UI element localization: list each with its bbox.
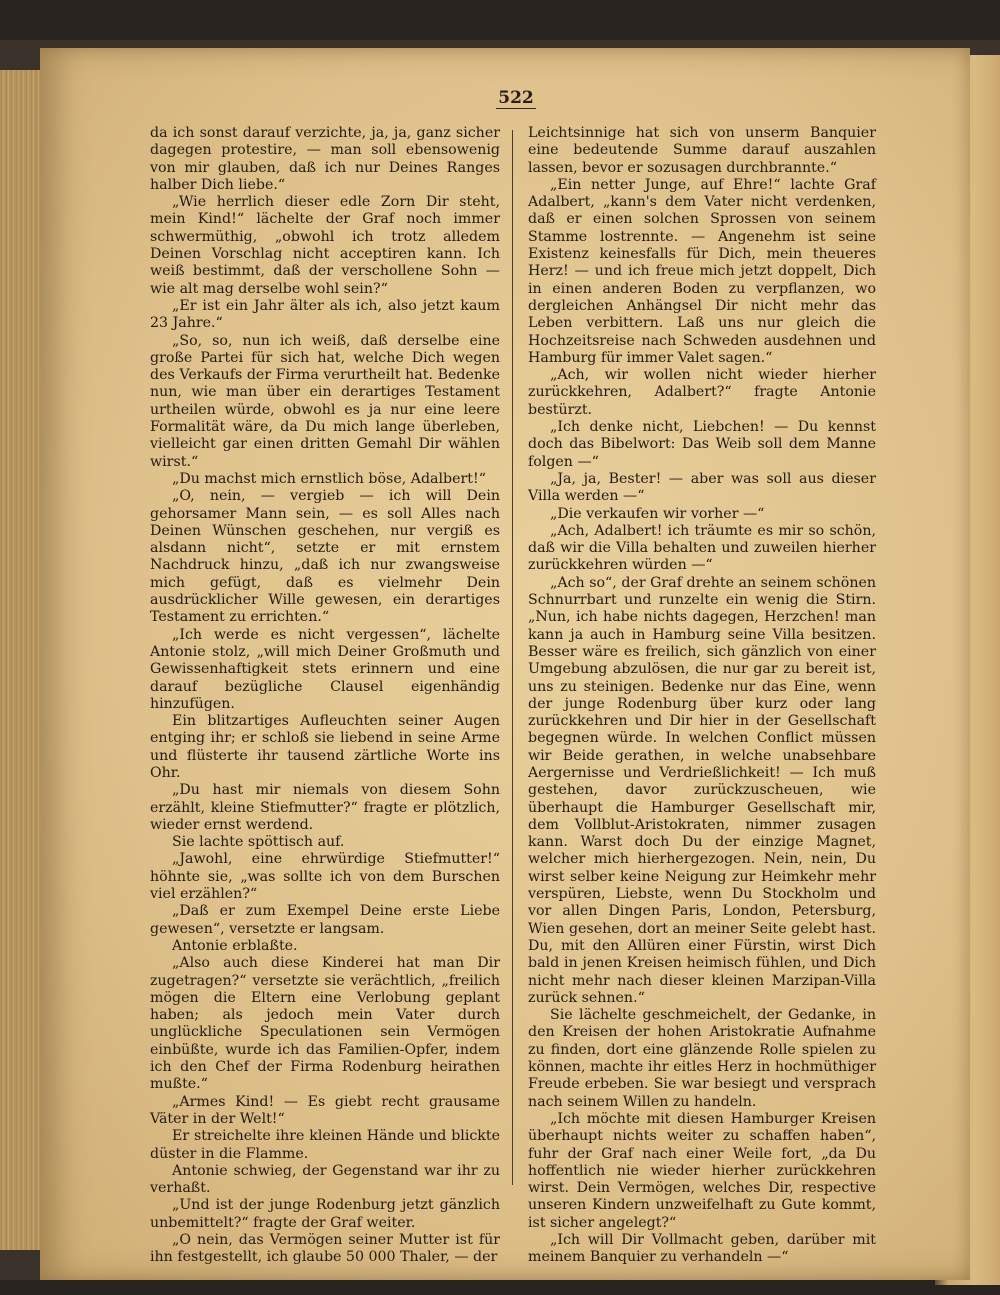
paragraph: „Und ist der junge Rodenburg jetzt gänzlich unbemittelt?“ fragte der Graf weiter. [150, 1197, 500, 1231]
paragraph: „Er ist ein Jahr älter als ich, also jetzt kaum 23 Jahre.“ [150, 297, 500, 332]
left-column [150, 125, 500, 1267]
paragraph: „Jawohl, eine ehrwürdige Stiefmutter!“ höhnte sie, „was sollte ich von dem Burschen viel erzählen?“ [150, 851, 500, 903]
paragraph: „Ein netter Junge, auf Ehre!“ lachte Graf Adalbert, „kann's dem Vater nicht verdenken, daß er einen solchen Sprossen von seinem Stamme lostrennte. — Angenehm ist seine Existenz keinesfalls für Dich, mein theueres Herz! — und ich freue mich jetzt doppelt, Dich in einen anderen Boden zu verpflanzen, wo dergleichen Anhängsel Dir nicht mehr das Leben verbittern. Laß uns nur gleich die Hochzeitsreise nach Schweden ausdehnen und Hamburg für immer Valet sagen.“ [528, 176, 876, 366]
page-number: 522 [496, 88, 536, 109]
paragraph: Antonie schwieg, der Gegenstand war ihr zu verhaßt. [150, 1162, 500, 1197]
paragraph: „Du hast mir niemals von diesem Sohn erzählt, kleine Stiefmutter?“ fragte er plötzlich, wieder ernst werdend. [150, 782, 500, 833]
paragraph: „O nein, das Vermögen seiner Mutter ist für ihn festgestellt, ich glaube 50 000 Thaler, — der [150, 1232, 500, 1266]
page-edges [0, 70, 40, 1250]
paragraph: Antonie erblaßte. [172, 937, 298, 954]
paragraph: Sie lächelte geschmeichelt, der Gedanke, in den Kreisen der hohen Aristokratie Aufnahme zu finden, dort eine glänzende Rolle spielen zu können, machte ihr eitles Herz in hochmüthiger Freude erbeben. Sie war besiegt und versprach nach seinem Willen zu handeln. [528, 1007, 876, 1110]
paragraph: „Du machst mich ernstlich böse, Adalbert!“ [172, 470, 486, 487]
paragraph: „Also auch diese Kinderei hat man Dir zugetragen?“ versetzte sie verächtlich, „freilich mögen die Eltern eine Verlobung geplant haben; als jedoch mein Vater durch unglückliche Speculationen sein Vermögen einbüßte, wurde ich das Familien-Opfer, indem ich den Chef der Firma Rodenburg heirathen mußte.“ [150, 955, 500, 1093]
paragraph: „So, so, nun ich weiß, daß derselbe eine große Partei für sich hat, welche Dich wegen des Verkaufs der Firma verurtheilt hat. Bedenke nun, wie man über ein derartiges Testament urtheilen würde, obwohl es ja nur eine leere Formalität wäre, da Du mich lange überleben, vielleicht gar einen dritten Gemahl Dir wählen wirst.“ [150, 332, 500, 470]
paragraph: Sie lachte spöttisch auf. [172, 834, 345, 851]
paragraph: „Die verkaufen wir vorher —“ [550, 505, 765, 522]
paragraph: „Ja, ja, Bester! — aber was soll aus dieser Villa werden —“ [528, 470, 876, 505]
paragraph: „Armes Kind! — Es giebt recht grausame Väter in der Welt!“ [150, 1093, 500, 1127]
paragraph: „Wie herrlich dieser edle Zorn Dir steht, mein Kind!“ lächelte der Graf noch immer schwermüthig, „obwohl ich trotz alledem Deinen Vorschlag nicht acceptiren kann. Ich weiß bestimmt, daß der verschollene Sohn — wie alt mag derselbe wohl sein?“ [150, 194, 500, 297]
paragraph: Er streichelte ihre kleinen Hände und blickte düster in die Flamme. [150, 1128, 500, 1162]
paragraph: „Ich möchte mit diesen Hamburger Kreisen überhaupt nichts weiter zu schaffen haben“, fuhr der Graf nach einer Weile fort, „da Du hoffentlich nie wieder hierher zurückkehren wirst. Dein Vermögen, welches Dir, respective unseren Kindern unzweifelhaft zu Gute kommt, ist sicher angelegt?“ [528, 1110, 876, 1231]
paragraph: „Ach, Adalbert! ich träumte es mir so schön, daß wir die Villa behalten und zuweilen hierher zurückkehren würden —“ [528, 522, 876, 574]
paragraph: „Ich will Dir Vollmacht geben, darüber mit meinem Banquier zu verhandeln —“ [528, 1232, 876, 1266]
paragraph: „Ach so“, der Graf drehte an seinem schönen Schnurrbart und runzelte ein wenig die Stirn. „Nun, ich habe nichts dagegen, Herzchen! man kann ja auch in Hamburg seine Villa besitzen. Besser wäre es freilich, sich gänzlich von einer Umgebung abzulösen, die nur gar zu bereit ist, uns zu steinigen. Bedenke nur das Eine, wenn der junge Rodenburg über kurz oder lang zurückkehren und Dir hier in der Gesellschaft begegnen würde. In welchen Conflict müssen wir Beide gerathen, in welche unabsehbare Aergernisse und Verdrießlichkeit! — Ich muß gestehen, davor zurückzuscheuen, wie überhaupt die Hamburger Gesellschaft mir, dem Vollblut-Aristokraten, nimmer zusagen kann. Warst doch Du der einzige Magnet, welcher mich hierhergezogen. Nein, nein, Du wirst selber keine Neigung zur Heimkehr mehr verspüren, Liebste, wenn Du Stockholm und vor allen Dingen Paris, London, Petersburg, Wien gesehen, dort an meiner Seite gelebt hast. Du, mit den Allüren einer Fürstin, wirst Dich bald in jenen Kreisen heimisch fühlen, und Dich nicht mehr nach dieser kleinen Marzipan-Villa zurück sehnen.“ [528, 574, 876, 1006]
paragraph: Ein blitzartiges Aufleuchten seiner Augen entging ihr; er schloß sie liebend in seine Arme und flüsterte ihr tausend zärtliche Worte ins Ohr. [150, 713, 500, 781]
column-divider [512, 130, 513, 1185]
paragraph: Leichtsinnige hat sich von unserm Banquier eine bedeutende Summe darauf auszahlen lassen, bevor er sozusagen durchbrannte.“ [528, 125, 876, 176]
paragraph: „Ich werde es nicht vergessen“, lächelte Antonie stolz, „will mich Deiner Großmuth und Gewissenhaftigkeit stets erinnern und eine darauf bezügliche Clausel eigenhändig hinzufügen. [150, 626, 500, 712]
paragraph: „Ich denke nicht, Liebchen! — Du kennst doch das Bibelwort: Das Weib soll dem Manne folgen —“ [528, 419, 876, 470]
paragraph: „Daß er zum Exempel Deine erste Liebe gewesen“, versetzte er langsam. [150, 903, 500, 937]
paragraph: „O, nein, — vergieb — ich will Dein gehorsamer Mann sein, — es soll Alles nach Deinen Wünschen geschehen, nur vergiß es alsdann nicht“, setzte er mit ernstem Nachdruck hinzu, „daß ich nur zwangsweise mich gefügt, daß es vielmehr Dein ausdrücklicher Wille gewesen, ein derartiges Testament zu errichten.“ [150, 488, 500, 626]
paragraph: „Ach, wir wollen nicht wieder hierher zurückkehren, Adalbert?“ fragte Antonie bestürzt. [528, 367, 876, 418]
right-column [528, 125, 876, 1267]
paragraph: da ich sonst darauf verzichte, ja, ja, ganz sicher dagegen protestire, — man soll ebensowenig von mir glauben, daß ich nur Deines Ranges halber Dich liebe.“ [150, 125, 500, 193]
